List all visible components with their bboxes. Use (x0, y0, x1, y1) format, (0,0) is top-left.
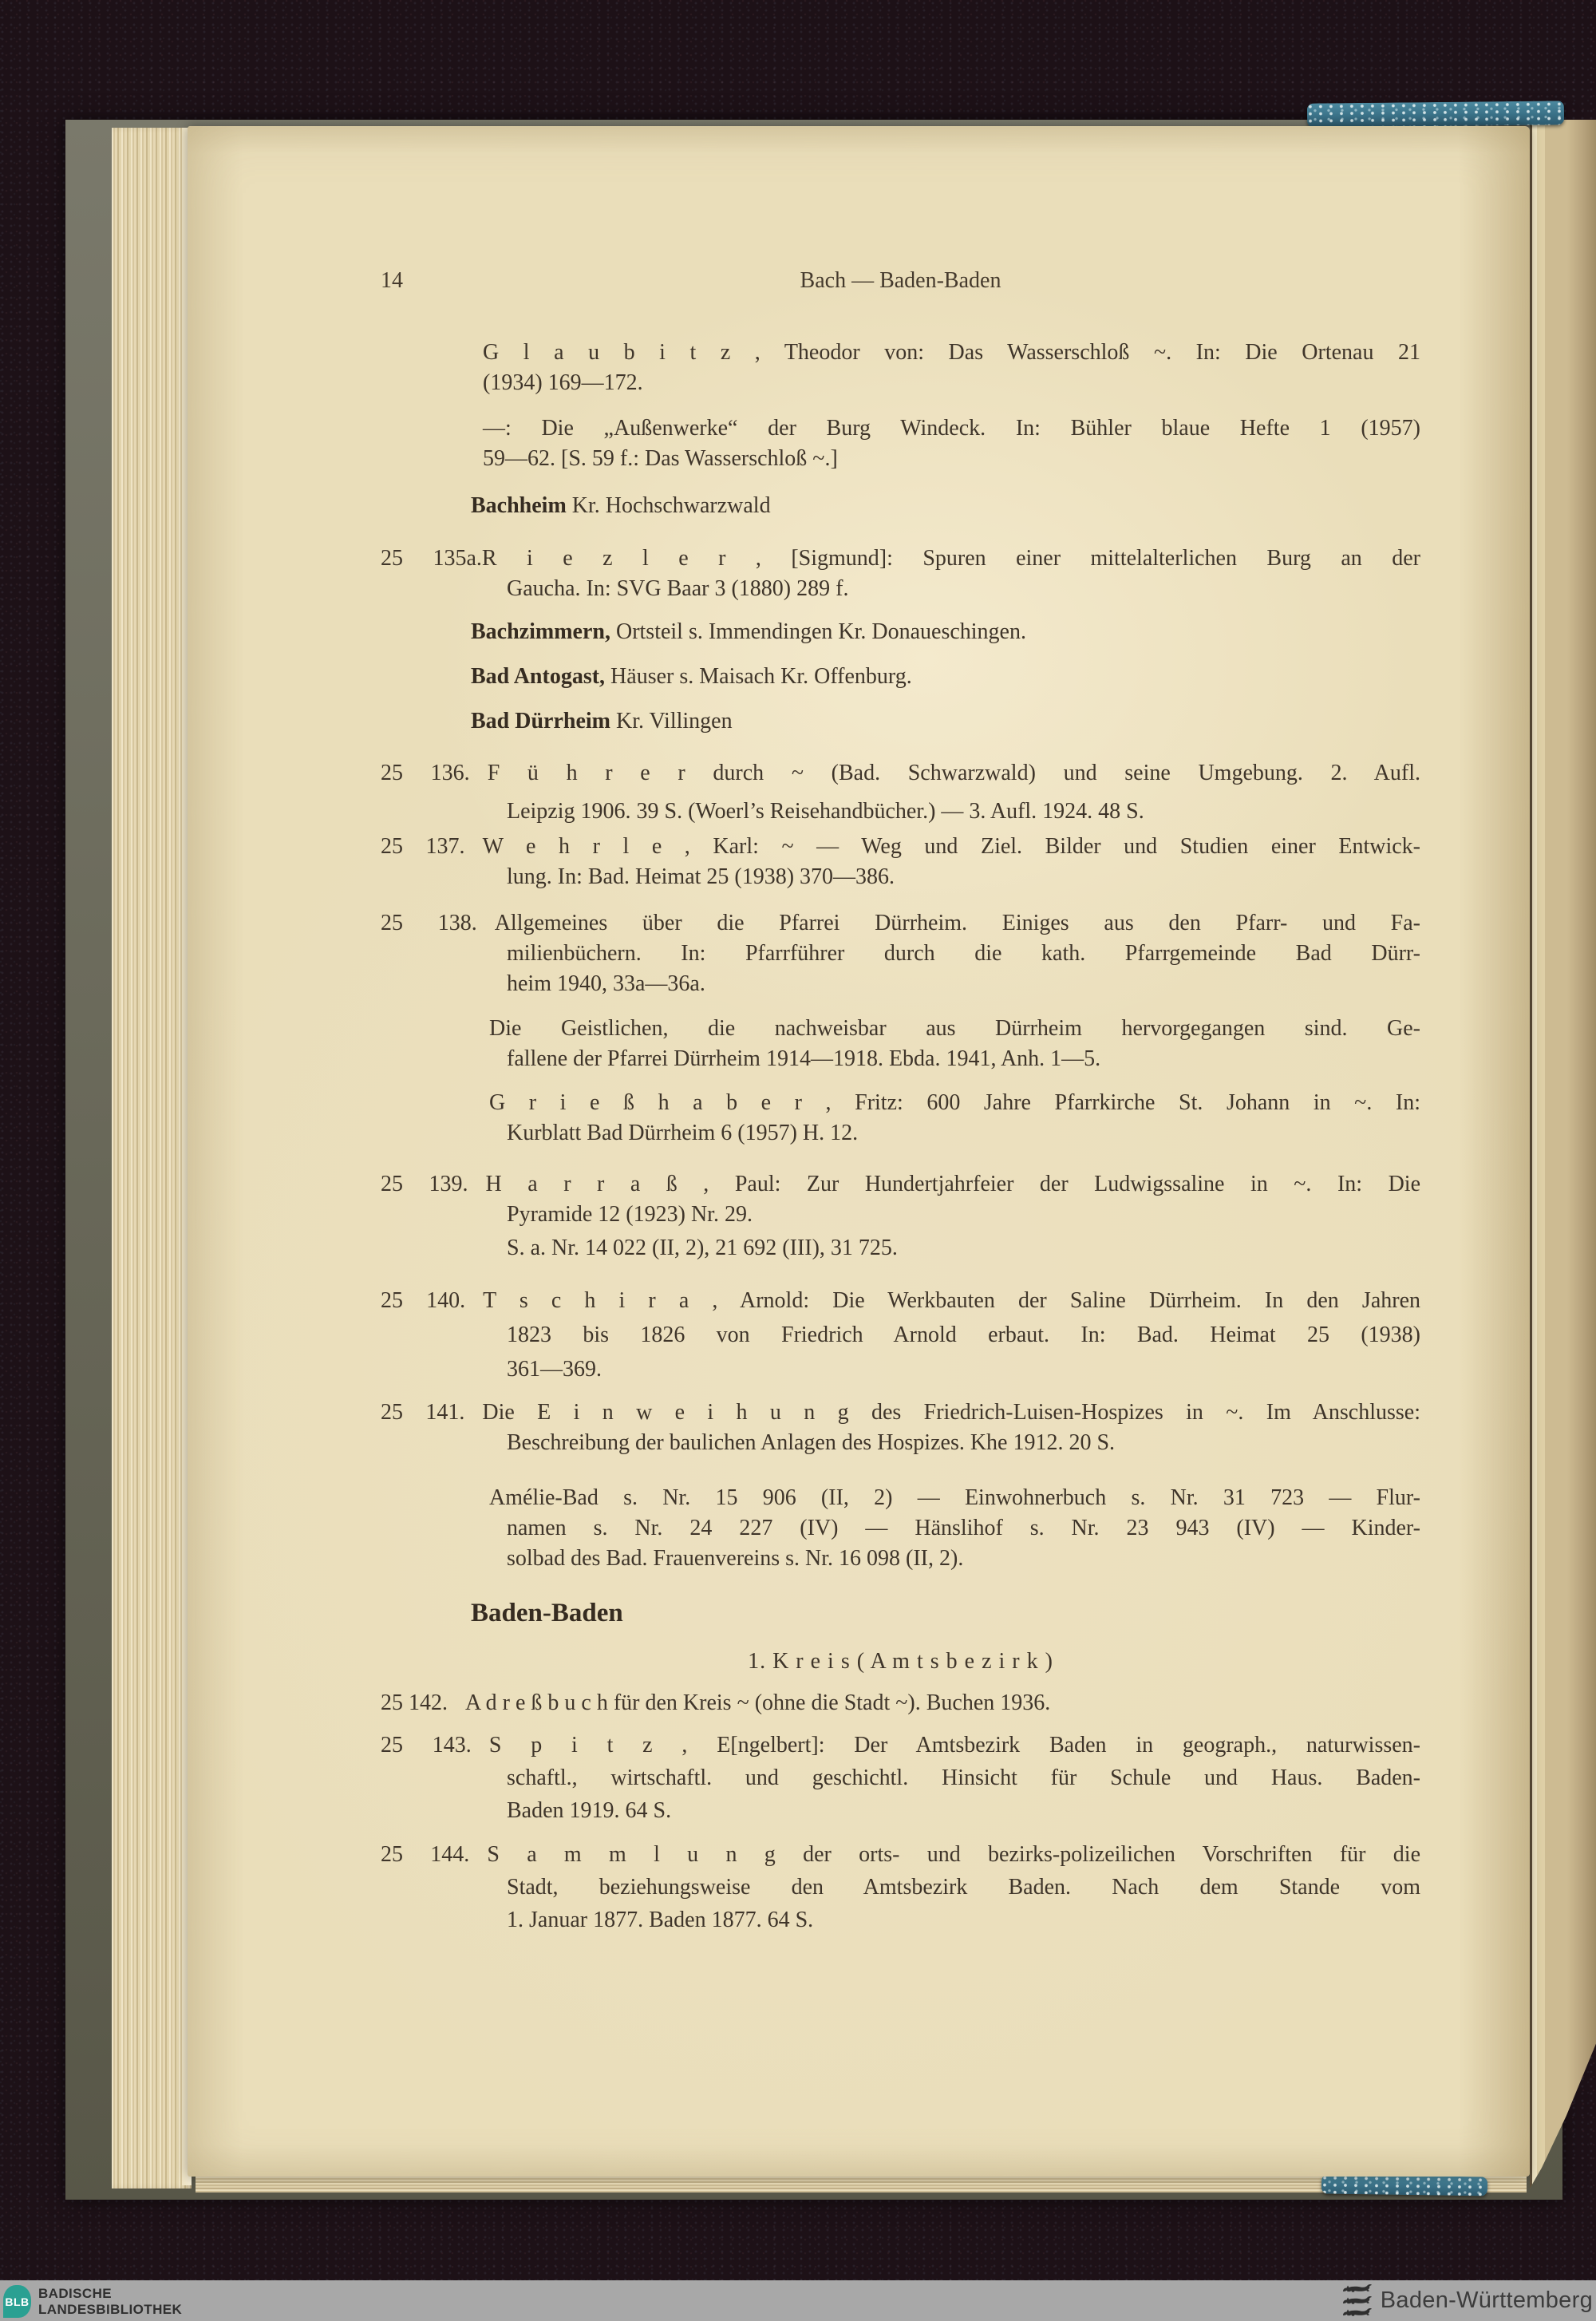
entry-number: 25 135a. (381, 546, 482, 571)
entry-line: —: Die „Außenwerke“ der Burg Windeck. In: Bühler blaue Hefte 1 (1957) (483, 416, 1420, 441)
bibliography-entry (381, 1729, 1420, 1827)
section-heading (471, 662, 1420, 692)
entry-line: Die E i n w e i h u n g des Friedrich-Luisen-Hospizes in ~. Im Anschlusse: (482, 1400, 1421, 1425)
entry-line: F ü h r e r durch ~ (Bad. Schwarzwald) und seine Umgebung. 2. Aufl. (487, 761, 1421, 785)
bibliography-entry (381, 1688, 1420, 1718)
entry-line: (1934) 169—172. (483, 370, 643, 395)
entry-line: S. a. Nr. 14 022 (II, 2), 21 692 (III), 31 725. (507, 1236, 898, 1260)
section-heading (471, 491, 1420, 521)
tailband-bottom (1321, 2175, 1487, 2196)
entry-line: schaftl., wirtschaftl. und geschichtl. Hinsicht für Schule und Haus. Baden- (507, 1765, 1420, 1790)
entry-line: S a m m l u n g der orts- und bezirks-polizeilichen Vorschriften für die (487, 1842, 1421, 1867)
right-page-fold (1530, 120, 1596, 2189)
entry-line: 361—369. (507, 1357, 602, 1382)
entry-line: Gaucha. In: SVG Baar 3 (1880) 289 f. (507, 576, 849, 601)
section-heading (471, 706, 1420, 737)
bibliography-entry (489, 1014, 1420, 1074)
entry-line: heim 1940, 33a—36a. (507, 971, 705, 996)
entry-line: G l a u b i t z , Theodor von: Das Wasserschloß ~. In: Die Ortenau 21 (483, 340, 1420, 365)
bibliography-entry (381, 1283, 1420, 1386)
entry-number: 25 144. (381, 1842, 470, 1867)
section-heading (471, 617, 1420, 647)
bibliography-entry (483, 338, 1420, 398)
bibliography-entry (489, 1088, 1420, 1149)
bibliography-entry (381, 754, 1420, 831)
library-name-line2: LANDESBIBLIOTHEK (38, 2302, 183, 2317)
entry-number: 25 138. (381, 911, 477, 935)
entry-line: Allgemeines über die Pfarrei Dürrheim. Einiges aus den Pfarr- und Fa- (494, 911, 1421, 935)
entry-line: H a r r a ß , Paul: Zur Hundertjahrfeier der Ludwigssaline in ~. In: Die (485, 1172, 1420, 1196)
heading-rest: Häuser s. Maisach Kr. Offenburg. (605, 664, 912, 689)
entry-line: fallene der Pfarrei Dürrheim 1914—1918. Ebda. 1941, Anh. 1—5. (507, 1046, 1101, 1071)
bibliography-entry (507, 1233, 1420, 1263)
bibliography-entry (381, 544, 1420, 604)
entry-line: T s c h i r a , Arnold: Die Werkbauten der Saline Dürrheim. In den Jahren (483, 1288, 1420, 1313)
heading-bold: Bachzimmern, (471, 619, 610, 644)
coat-of-arms-icon (1341, 2283, 1373, 2319)
page-fore-edges (112, 128, 192, 2189)
heading-rest: Ortsteil s. Immendingen Kr. Donaueschingen. (610, 619, 1026, 644)
blb-logo (3, 2285, 31, 2318)
entry-line: 1823 bis 1826 von Friedrich Arnold erbaut. In: Bad. Heimat 25 (1938) (507, 1323, 1420, 1347)
page-number: 14 (381, 268, 403, 293)
entry-number: 25 140. (381, 1288, 466, 1313)
state-name: Baden-Württemberg (1380, 2287, 1593, 2313)
entry-number: 25 139. (381, 1172, 468, 1196)
entry-line: W e h r l e , Karl: ~ — Weg und Ziel. Bilder und Studien einer Entwick- (482, 834, 1420, 859)
entry-number: 25 136. (381, 761, 470, 785)
entry-line: milienbüchern. In: Pfarrführer durch die kath. Pfarrgemeinde Bad Dürr- (507, 941, 1420, 966)
entry-line: 1. Januar 1877. Baden 1877. 64 S. (507, 1908, 814, 1932)
state-logo (1341, 2283, 1593, 2319)
headband-top (1307, 101, 1564, 127)
library-name (38, 2286, 182, 2318)
book-page (188, 126, 1530, 2177)
entry-number: 25 141. (381, 1400, 465, 1425)
bibliography-entry (381, 1169, 1420, 1230)
heading-bold: Bachheim (471, 493, 567, 518)
bibliography-entry (381, 1398, 1420, 1458)
blb-initials: BLB (5, 2295, 30, 2308)
heading-rest: Kr. Hochschwarzwald (566, 493, 771, 518)
section-heading (471, 1598, 1420, 1628)
entry-line: Baden 1919. 64 S. (507, 1798, 672, 1823)
footer-bar (0, 2280, 1596, 2321)
heading-bold: Bad Dürrheim (471, 709, 610, 733)
running-header: Bach — Baden-Baden (800, 268, 1001, 293)
heading-bold: Bad Antogast, (471, 664, 606, 689)
entry-line: Pyramide 12 (1923) Nr. 29. (507, 1202, 753, 1227)
entry-line: Stadt, beziehungsweise den Amtsbezirk Baden. Nach dem Stande vom (507, 1875, 1420, 1900)
entry-line: S p i t z , E[ngelbert]: Der Amtsbezirk Baden in geograph., naturwissen- (488, 1733, 1420, 1758)
entry-line: R i e z l e r , [Sigmund]: Spuren einer mittelalterlichen Burg an der (481, 546, 1420, 571)
bibliography-entry (381, 832, 1420, 892)
bibliography-entry (381, 908, 1420, 999)
bibliography-entry (489, 1483, 1420, 1574)
bibliography-entry (381, 1647, 1420, 1677)
entry-line: Die Geistlichen, die nachweisbar aus Dürrheim hervorgegangen sind. Ge- (489, 1016, 1420, 1041)
entry-line: A d r e ß b u c h für den Kreis ~ (ohne die Stadt ~). Buchen 1936. (465, 1690, 1051, 1715)
entry-line: Kurblatt Bad Dürrheim 6 (1957) H. 12. (507, 1121, 859, 1145)
entry-number: 25 143. (381, 1733, 472, 1758)
entry-line: G r i e ß h a b e r , Fritz: 600 Jahre Pfarrkirche St. Johann in ~. In: (489, 1090, 1420, 1115)
entry-line: 59—62. [S. 59 f.: Das Wasserschloß ~.] (483, 446, 838, 471)
entry-line: namen s. Nr. 24 227 (IV) — Hänslihof s. Nr. 23 943 (IV) — Kinder- (507, 1516, 1420, 1540)
entry-line: Beschreibung der baulichen Anlagen des Hospizes. Khe 1912. 20 S. (507, 1430, 1116, 1455)
entry-line: Leipzig 1906. 39 S. (Woerl’s Reisehandbücher.) — 3. Aufl. 1924. 48 S. (507, 799, 1144, 824)
heading-bold: Baden-Baden (471, 1599, 623, 1627)
section-subtitle: 1. K r e i s ( A m t s b e z i r k ) (748, 1649, 1053, 1674)
entry-number: 25 142. (381, 1690, 448, 1715)
entry-line: lung. In: Bad. Heimat 25 (1938) 370—386. (507, 864, 895, 889)
bibliography-entry (381, 1838, 1420, 1936)
entry-line: Amélie-Bad s. Nr. 15 906 (II, 2) — Einwohnerbuch s. Nr. 31 723 — Flur- (489, 1485, 1420, 1510)
entry-number: 25 137. (381, 834, 465, 859)
heading-rest: Kr. Villingen (610, 709, 733, 733)
library-name-line1: BADISCHE (38, 2286, 112, 2301)
entry-line: solbad des Bad. Frauenvereins s. Nr. 16 098 (II, 2). (507, 1546, 964, 1571)
bibliography-entry (483, 413, 1420, 474)
